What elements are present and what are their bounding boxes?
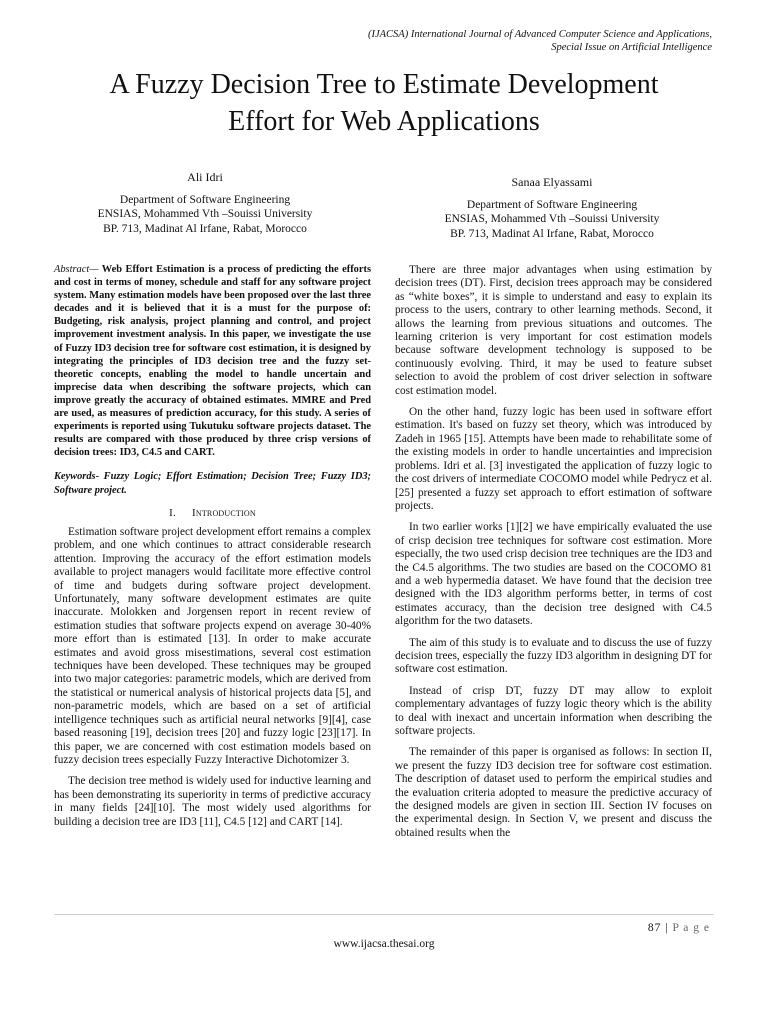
paragraph: The remainder of this paper is organised as follows: In section II, we present the fuzzy ID3 decision tree for software cost estimation. The description of dataset used to perform the empirical studies and the evaluation criteria adopted to measure the predictive accuracy of the designed models are given in section III. Section IV focuses on the experimental design. In Section V, we present and discuss the obtained results when the xyxy=(395,746,712,839)
author-block-2 xyxy=(407,175,697,241)
paper-title-line2: Effort for Web Applications xyxy=(228,106,540,137)
author-institution: ENSIAS, Mohammed Vth –Souissi University xyxy=(97,208,313,220)
journal-url[interactable]: www.ijacsa.thesai.org xyxy=(333,938,435,950)
paragraph: In two earlier works [1][2] we have empirically evaluated the use of crisp decision tree techniques for software cost estimation. More especially, the two used crisp decision tree techniques are the ID3 and the C4.5 algorithms. The two studies are based on the COCOMO 81 and a web hypermedia dataset. We have found that the decision tree designed with the ID3 algorithm performs better, in terms of cost estimates accuracy, than the decision tree designed with C4.5 algorithm for the two datasets. xyxy=(395,521,712,628)
paper-title xyxy=(50,66,718,140)
author-institution: ENSIAS, Mohammed Vth –Souissi University xyxy=(444,213,660,225)
author-department: Department of Software Engineering xyxy=(466,198,638,211)
left-column xyxy=(54,263,371,837)
footer-divider xyxy=(54,914,714,915)
abstract-text: Web Effort Estimation is a process of predicting the efforts and cost in terms of money, schedule and staff for any software project system. Many estimation models have been proposed over the last three decades and it is believed that it is a must for the purpose of: Budgeting, risk analysis, project planning and control, and project improvement investment analysis. In this paper, we investigate the use of Fuzzy ID3 decision tree for software cost estimation, it is designed by integrating the principles of ID3 decision tree and the fuzzy set-theoretic concepts, enabling the model to handle uncertain and imprecise data when describing the software projects, which can improve greatly the accuracy of obtained estimates. MMRE and Pred are used, as measures of prediction accuracy, for this study. A series of experiments is reported using Tukutuku software projects dataset. The results are compared with those produced by three crisp versions of decision trees: ID3, C4.5 and CART. xyxy=(54,264,371,459)
page-word: P a g e xyxy=(672,922,710,934)
author-name: Sanaa Elyassami xyxy=(511,175,593,189)
author-block-1 xyxy=(70,170,340,236)
keywords: Keywords- Fuzzy Logic; Effort Estimation; Decision Tree; Fuzzy ID3; Software project. xyxy=(54,471,371,496)
page-number-separator: | xyxy=(661,922,673,934)
author-address: BP. 713, Madinat Al Irfane, Rabat, Morocco xyxy=(103,222,307,235)
abstract-lead: Abstract— xyxy=(54,264,99,275)
paragraph: The decision tree method is widely used for inductive learning and has been demonstrating its superiority in terms of predictive accuracy in many fields [24][10]. The most widely used algorithms for building a decision tree are ID3 [11], C4.5 [12] and CART [14]. xyxy=(54,775,371,828)
abstract xyxy=(54,263,371,459)
paragraph: There are three major advantages when using estimation by decision trees (DT). First, decision trees approach may be considered as “white boxes”, it is simple to understand and easy to explain its process to the users, contrary to other learning methods. Second, it allows the learning from previous situations and outcomes. The learning criterion is very important for cost estimation models because software development technology is supposed to be continuously evolving. Third, it may be used to feature subset selection to avoid the problem of cost driver selection in software cost estimation model. xyxy=(395,264,712,397)
right-column xyxy=(395,264,712,848)
section-number: I. xyxy=(169,506,176,519)
section-title: Introduction xyxy=(191,506,256,519)
page-number xyxy=(648,922,710,934)
journal-header-line2: Special Issue on Artificial Intelligence xyxy=(551,42,712,53)
page-number-value: 87 xyxy=(647,922,662,934)
author-address: BP. 713, Madinat Al Irfane, Rabat, Morocco xyxy=(450,227,654,240)
paper-title-line1: A Fuzzy Decision Tree to Estimate Development xyxy=(109,69,659,100)
paragraph: Estimation software project development effort remains a complex problem, and one which continues to attract considerable research attention. Improving the accuracy of the effort estimation models available to project managers would facilitate more effective control of time and budgets during software project development. Unfortunately, many software development estimates are quite inaccurate. Molokken and Jorgensen report in recent review of estimation studies that software projects expend on average 30-40% more effort than is estimated [13]. In order to make accurate estimates and avoid gross misestimations, several cost estimation techniques have been developed. These techniques may be grouped into two major categories: parametric models, which are derived from the statistical or numerical analysis of historical projects data [5], and non-parametric models, which are based on a set of artificial intelligence techniques such as artificial neural networks [9][4], case based reasoning [19], decision trees [20] and fuzzy logic [23][17]. In this paper, we are concerned with cost estimation models based on fuzzy decision trees especially Fuzzy Interactive Dichotomizer 3. xyxy=(54,526,371,766)
author-department: Department of Software Engineering xyxy=(119,193,291,206)
paragraph: The aim of this study is to evaluate and to discuss the use of fuzzy decision trees, especially the fuzzy ID3 algorithm in designing DT for software cost estimation. xyxy=(395,636,712,676)
journal-header-line1: (IJACSA) International Journal of Advanced Computer Science and Applications, xyxy=(367,29,712,40)
section-heading-introduction xyxy=(54,507,371,520)
journal-header xyxy=(192,28,712,54)
author-name: Ali Idri xyxy=(187,170,223,184)
paragraph: On the other hand, fuzzy logic has been used in software effort estimation. It's based on fuzzy set theory, which was introduced by Zadeh in 1965 [15]. Attempts have been made to rehabilitate some of the existing models in order to handle uncertainties and imprecision problems. Idri et al. [3] investigated the application of fuzzy logic to the cost drivers of intermediate COCOMO model while Pedrycz et al. [25] presented a fuzzy set approach to effort estimation of software projects. xyxy=(395,406,712,512)
paragraph: Instead of crisp DT, fuzzy DT may allow to exploit complementary advantages of fuzzy logic theory which is the ability to deal with inexact and uncertain information when describing the software projects. xyxy=(395,684,712,737)
